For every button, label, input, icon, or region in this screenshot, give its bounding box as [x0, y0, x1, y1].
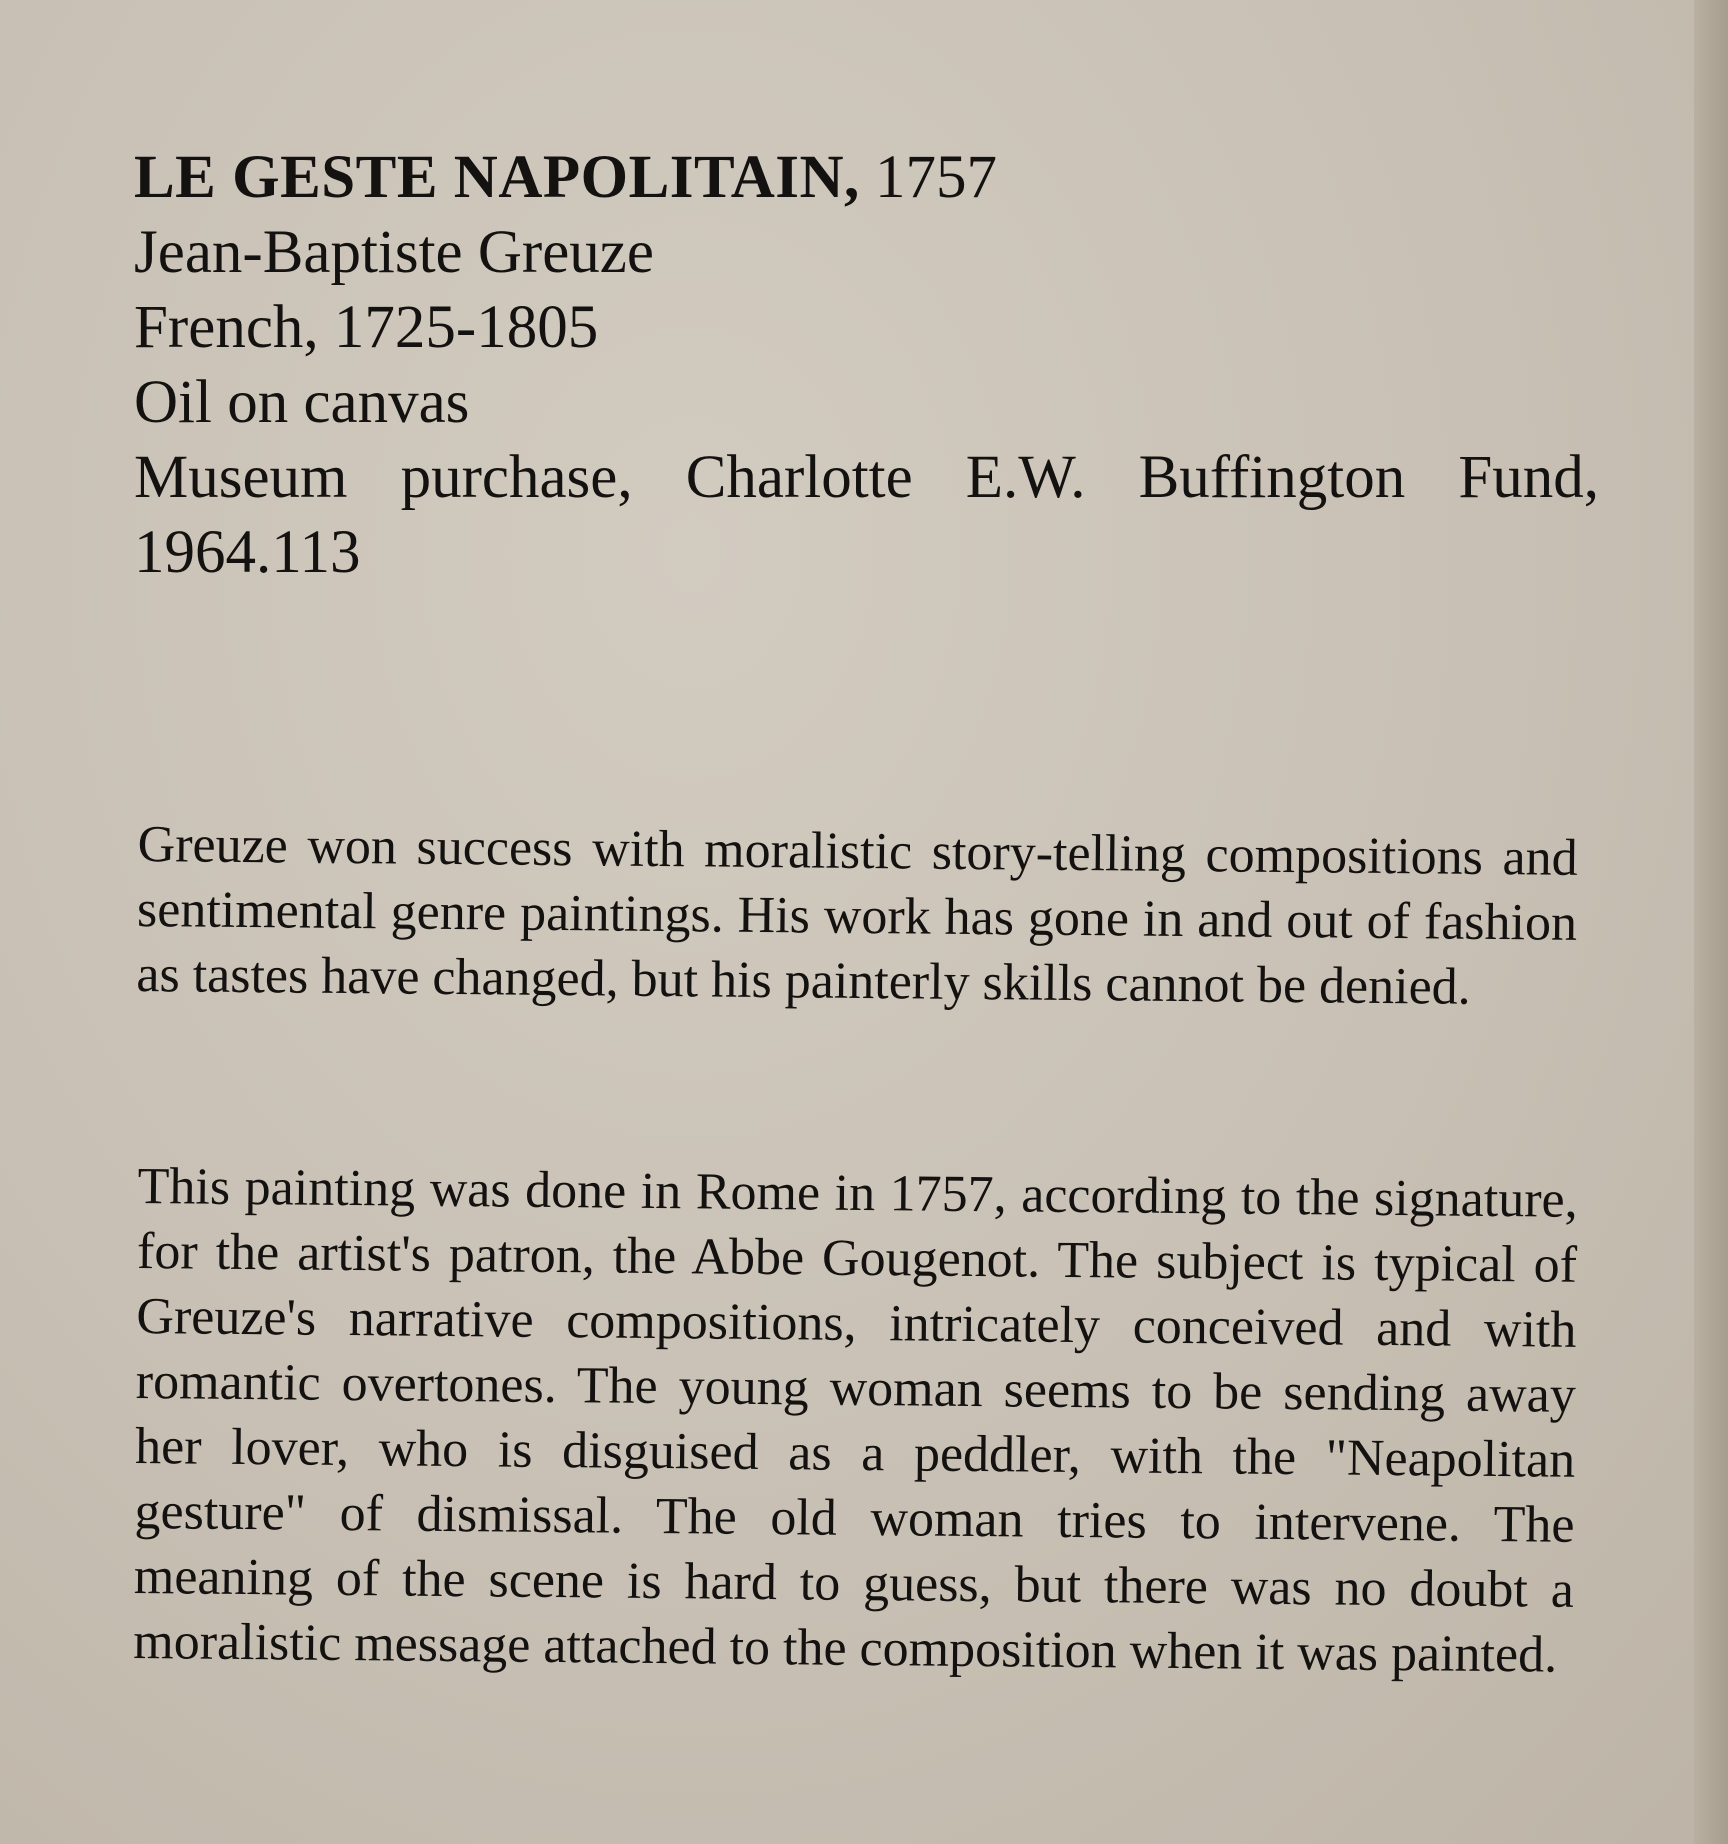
- wall-edge-shadow: [1694, 0, 1728, 1844]
- artwork-title-line: [134, 140, 1604, 215]
- accession-number: 1964.113: [134, 519, 361, 586]
- artwork-year: 1757: [875, 144, 998, 211]
- artwork-medium: Oil on canvas: [134, 369, 470, 436]
- artist-nationality-dates: French, 1725-1805: [134, 294, 599, 361]
- credit-line: Museum purchase, Charlotte E.W. Buffington Fund,: [134, 444, 1599, 511]
- description-paragraph-1: Greuze won success with moralistic story-telling compositions and sentimental genre paintings. His work has gone in and out of fashion as tastes have changed, but his painterly skills cannot be denied.: [136, 815, 1578, 1016]
- artwork-tombstone: [134, 140, 1604, 590]
- artist-name: Jean-Baptiste Greuze: [134, 219, 654, 286]
- description-paragraph-2: This painting was done in Rome in 1757, according to the signature, for the artist's patron, the Abbe Gougenot. The subject is typical of Greuze's narrative compositions, intricately conceived and with romantic overtones. The young woman seems to be sending away her lover, who is disguised as a peddler, with the "Neapolitan gesture" of dismissal. The old woman tries to intervene. The meaning of the scene is hard to guess, but there was no doubt a moralistic message attached to the composition when it was painted.: [133, 1157, 1578, 1684]
- artwork-title: LE GESTE NAPOLITAIN,: [134, 144, 860, 211]
